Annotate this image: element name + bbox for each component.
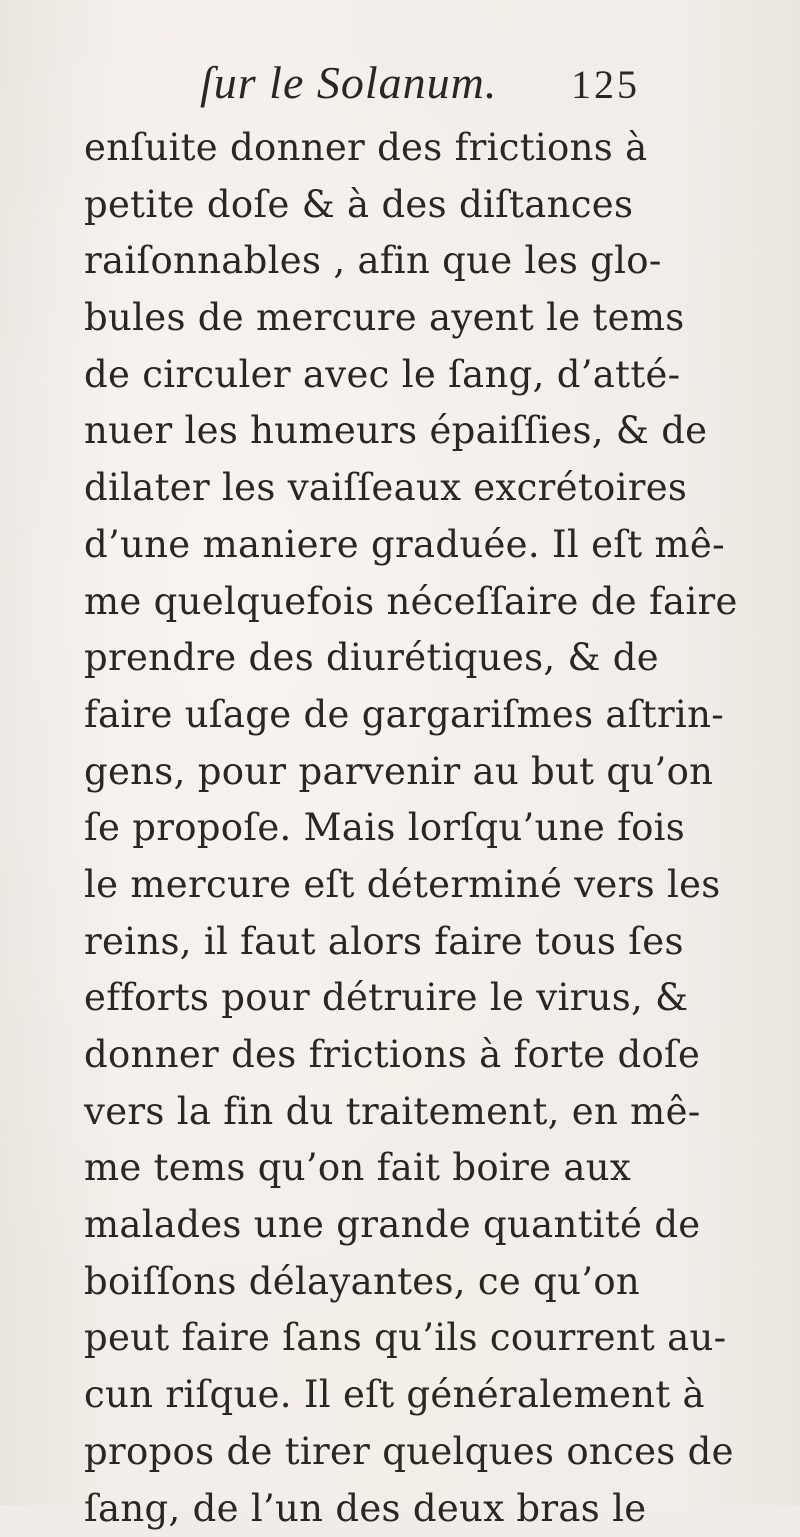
text-line: petite doſe & à des diſtances <box>84 177 784 234</box>
text-line: me quelquefois néceſſaire de faire <box>84 574 784 631</box>
running-header <box>200 56 640 112</box>
text-line: ſang, de l’un des deux bras le <box>84 1481 784 1537</box>
text-line: le mercure eſt déterminé vers les <box>84 857 784 914</box>
text-line: malades une grande quantité de <box>84 1197 784 1254</box>
text-line: enſuite donner des frictions à <box>84 120 784 177</box>
text-line: d’une maniere graduée. Il eſt mê- <box>84 517 784 574</box>
text-line: de circuler avec le ſang, d’atté- <box>84 347 784 404</box>
page-number: 125 <box>571 61 640 108</box>
text-line: me tems qu’on fait boire aux <box>84 1140 784 1197</box>
text-line: cun riſque. Il eſt généralement à <box>84 1367 784 1424</box>
text-line: donner des frictions à forte doſe <box>84 1027 784 1084</box>
text-line: bules de mercure ayent le tems <box>84 290 784 347</box>
text-line: gens, pour parvenir au but qu’on <box>84 744 784 801</box>
text-line: efforts pour détruire le virus, & <box>84 970 784 1027</box>
text-line: peut faire ſans qu’ils courrent au- <box>84 1310 784 1367</box>
text-line: faire uſage de gargariſmes aſtrin- <box>84 687 784 744</box>
text-line: raiſonnables , afin que les glo- <box>84 233 784 290</box>
text-line: boiſſons délayantes, ce qu’on <box>84 1254 784 1311</box>
text-line: ſe propoſe. Mais lorſqu’une fois <box>84 800 784 857</box>
text-line: reins, il faut alors faire tous ſes <box>84 914 784 971</box>
text-line: propos de tirer quelques onces de <box>84 1424 784 1481</box>
text-line: dilater les vaiſſeaux excrétoires <box>84 460 784 517</box>
running-title: ſur le Solanum. <box>200 56 497 109</box>
text-line: nuer les humeurs épaiſſies, & de <box>84 403 784 460</box>
body-text <box>84 120 784 1537</box>
text-line: vers la fin du traitement, en mê- <box>84 1084 784 1141</box>
text-line: prendre des diurétiques, & de <box>84 630 784 687</box>
